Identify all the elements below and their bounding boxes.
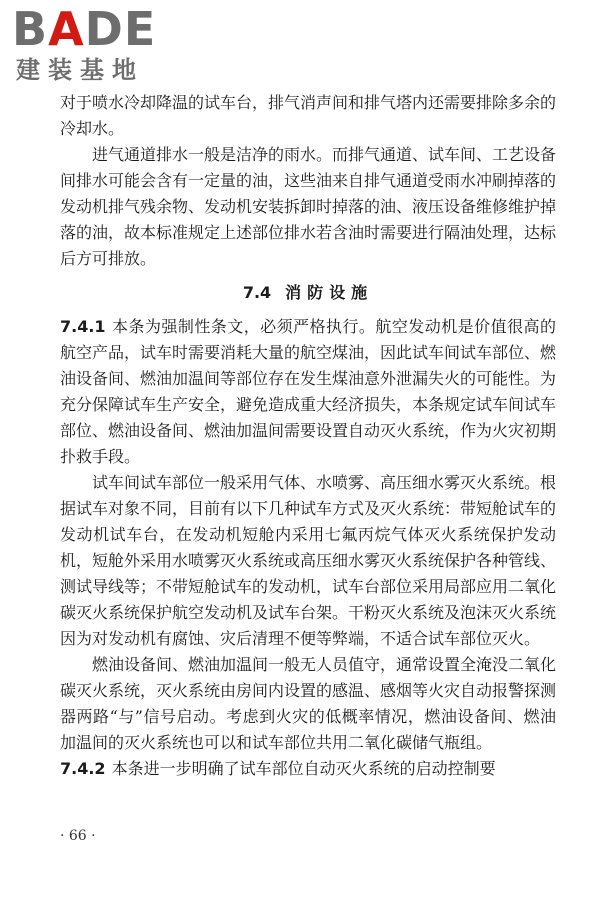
logo-letter-b: B <box>12 2 49 56</box>
logo-letter-a-red: A <box>48 2 85 56</box>
logo-letters-de: DE <box>84 2 157 56</box>
paragraph-test-cell-systems: 试车间试车部位一般采用气体、水喷雾、高压细水雾灭火系统。根据试车对象不同，目前有以下几种试车方式及灭火系统：带短舱试车的发动机试车台，在发动机短舱内采用七氟丙烷气体灭火系统保护发动机，短舱外采用水喷雾灭火系统或高压细水雾灭火系统保护各种管线、测试导线等；不带短舱试车的发动机，试车台部位采用局部应用二氧化碳灭火系统保护航空发动机及试车台架。干粉灭火系统及泡沫灭火系统因为对发动机有腐蚀、灾后清理不便等弊端，不适合试车部位灭火。 <box>60 473 557 648</box>
section-title: 消防设施 <box>285 283 374 302</box>
clause-text: 本条为强制性条文，必须严格执行。航空发动机是价值很高的航空产品，试车时需要消耗大量的航空煤油，因此试车间试车部位、燃油设备间、燃油加温间等部位存在发生煤油意外泄漏失火的可能性。为充分保障试车生产安全，避免造成重大经济损失，本条规定试车间试车部位、燃油设备间、燃油加温间需要设置自动灭火系统，作为火灾初期扑救手段。 <box>60 317 557 466</box>
clause-7-4-1 <box>60 314 556 470</box>
clause-number: 7.4.2 <box>60 759 106 778</box>
paragraph-fuel-rooms: 燃油设备间、燃油加温间一般无人员值守，通常设置全淹没二氧化碳灭火系统，灭火系统由房间内设置的感温、感烟等火灾自动报警探测器两路“与”信号启动。考虑到火灾的低概率情况，燃油设备间、燃油加温间的灭火系统也可以和试车部位共用二氧化碳储气瓶组。 <box>60 655 557 752</box>
page-number: · 66 · <box>60 828 96 844</box>
clause-7-4-2 <box>60 756 556 782</box>
paragraph-cooling-water: 对于喷水冷却降温的试车台，排气消声间和排气塔内还需要排除多余的冷却水。 <box>60 93 557 138</box>
logo-brand <box>12 4 156 54</box>
section-heading <box>60 272 556 314</box>
clause-number: 7.4.1 <box>60 317 106 336</box>
document-body <box>60 90 556 782</box>
logo-subtitle: 建装基地 <box>16 56 144 84</box>
bade-logo <box>12 4 182 86</box>
paragraph-drainage: 进气通道排水一般是洁净的雨水。而排气通道、试车间、工艺设备间排水可能会含有一定量的油，这些油来自排气通道受雨水冲刷掉落的发动机排气残余物、发动机安装拆卸时掉落的油、液压设备维修维护掉落的油，故本标准规定上述部位排水若含油时需要进行隔油处理，达标后方可排放。 <box>60 145 557 268</box>
section-number: 7.4 <box>242 283 272 302</box>
clause-text: 本条进一步明确了试车部位自动灭火系统的启动控制要 <box>111 759 496 778</box>
